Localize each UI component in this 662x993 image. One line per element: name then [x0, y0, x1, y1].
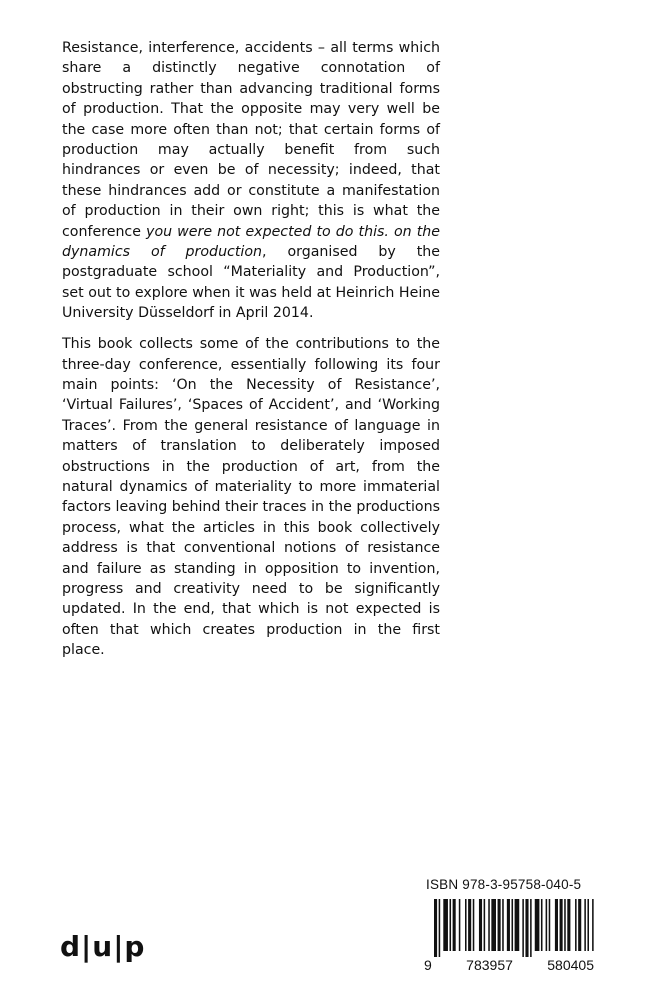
barcode-bar — [453, 899, 456, 951]
barcode-bars — [424, 899, 600, 957]
barcode-bar — [473, 899, 475, 951]
barcode-bar — [512, 899, 514, 951]
barcode-bar — [549, 899, 551, 951]
barcode-bar — [575, 899, 577, 951]
publisher-logo: d|u|p — [60, 930, 146, 963]
barcode-bar — [498, 899, 501, 951]
barcode-bar — [564, 899, 566, 951]
barcode-bar — [443, 899, 448, 951]
barcode-bar — [484, 899, 486, 951]
barcode-bar — [587, 899, 589, 951]
paragraph-1-text-end: , organised by the postgraduate school “Materiality and Production”, set out to explore when it was held at Heinrich Heine University Düsseldorf in April 2014. — [62, 244, 441, 322]
barcode-bar — [546, 899, 548, 951]
isbn-label: ISBN 978-3-95758-040-5 — [426, 877, 582, 892]
barcode-digits-right: 580405 — [547, 957, 594, 973]
barcode-digits — [424, 957, 594, 973]
conference-title: you were not expected to do this. on the dynamics of production — [62, 223, 441, 261]
barcode-bar — [450, 899, 452, 951]
barcode-bar — [560, 899, 563, 951]
blurb-paragraph-2: This book collects some of the contributions to the three-day conference, essentially following its four main points: ‘On the Necessity of Resistance’, ‘Virtual Failures’, ‘Spaces of Accident’, and ‘Working Traces’. From the general resistance of language in matters of translation to deliberately imposed obstructions in the production of art, from the natural dynamics of materiality to more immaterial factors leaving behind their traces in the productions process, what the articles in this book collectively address is that conventional notions of resistance and failure as standing in opposition to invention, progress and creativity need to be significantly updated. In the end, that which is not expected is often that which creates production in the first place. — [62, 336, 440, 659]
barcode-bar — [479, 899, 482, 951]
barcode-bar — [535, 899, 540, 951]
barcode-bar — [488, 899, 490, 951]
blurb-paragraph-1 — [62, 38, 440, 324]
barcode-bar — [491, 899, 496, 951]
isbn-barcode — [424, 877, 604, 977]
barcode-digits-left: 783957 — [466, 957, 513, 973]
barcode-bar — [525, 899, 528, 957]
barcode-bar — [578, 899, 581, 951]
barcode-bar — [567, 899, 570, 951]
barcode-bar — [555, 899, 558, 951]
barcode-bar — [515, 899, 520, 951]
back-cover-blurb — [62, 38, 440, 671]
barcode-bar — [507, 899, 510, 951]
barcode-bar — [502, 899, 504, 951]
barcode-bar — [584, 899, 586, 951]
barcode-bar — [592, 899, 594, 951]
barcode-bar — [522, 899, 524, 957]
barcode-digit-prefix: 9 — [424, 957, 432, 973]
barcode-bar — [530, 899, 532, 957]
barcode-bar — [439, 899, 441, 957]
barcode-bar — [468, 899, 471, 951]
barcode-bar — [465, 899, 467, 951]
barcode-bar — [434, 899, 437, 957]
barcode-bar — [459, 899, 461, 951]
barcode-bar — [541, 899, 543, 951]
paragraph-1-text: Resistance, interference, accidents – all terms which share a distinctly negative connotation of obstructing rather than advancing traditional forms of production. That the opposite may very well be the case more often than not; that certain forms of production may actually benefit from such hindrances or even be of necessity; indeed, that these hindrances add or constitute a manifestation of production in their own right; this is what the conference — [62, 40, 440, 240]
